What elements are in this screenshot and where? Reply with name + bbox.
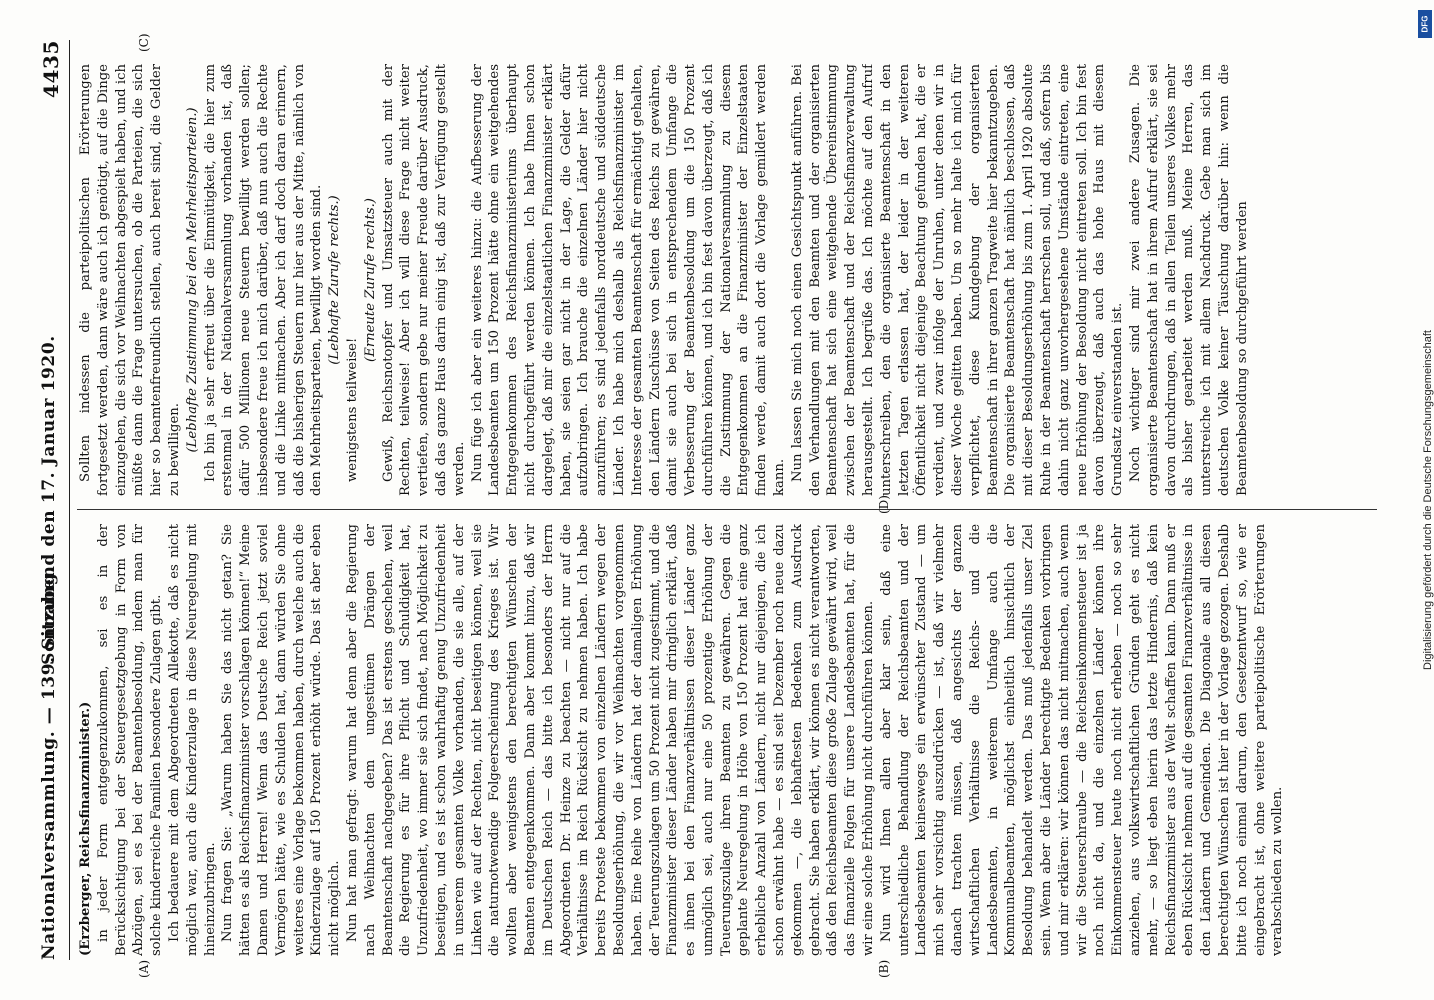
- dfg-logo-text: DFG: [1420, 15, 1430, 33]
- paragraph: Nun fragen Sie: „Warum haben Sie das nicht getan? Sie hätten es als Reichsfinanzminister vorschlagen können!“ Meine Damen und Herren! Wenn das Deutsche Reich jetzt soviel Vermögen hätte, wie es Schulden hat, dann würden Sie ohne weiteres eine Vorlage bekommen haben, durch welche auch die Kinderzulage auf 150 Prozent erhöht würde. Das ist aber eben nicht möglich.: [220, 524, 343, 956]
- paragraph: Ich bedauere mit dem Abgeordneten Allekotte, daß es nicht möglich war, auch die Kinderzulage in diese Neuregelung mit hineinzubringen.: [166, 524, 218, 956]
- paragraph: Nun wird Ihnen allen aber klar sein, daß eine unterschiedliche Behandlung der Reichsbeamten und der Landesbeamten keineswegs ein erwünschter Zustand — um mich sehr vorsichtig auszudrücken — ist, daß wir vielmehr danach trachten müssen, daß angesichts der ganzen wirtschaftlichen Verhältnisse die Reichs- und die Landesbeamten, in weiterem Umfange auch die Kommunalbeamten, möglichst einheitlich hinsichtlich der Besoldung behandelt werden. Das muß jedenfalls unser Ziel sein. Wenn aber die Länder berechtigte Bedenken vorbringen und mir erklären: wir können das nicht mitmachen, auch wenn wir die Steuerschraube — die Reichseinkommensteuer ist ja noch nicht da, und die einzelnen Länder können ihre Einkommensteuer heute noch nicht erheben — noch so sehr anziehen, aus volkswirtschaftlichen Gründen geht es nicht mehr, — so liegt eben hierin das letzte Hindernis, daß kein Reichsfinanzminister aus der Welt schaffen kann. Dann muß er eben Rücksicht nehmen auf die gesamten Finanzverhältnisse in den Ländern und Gemeinden. Die Diagonale aus all diesen berechtigten Wünschen ist hier in der Vorlage gezogen. Deshalb bitte ich noch einmal darum, den Gesetzentwurf so, wie er eingebracht ist, ohne weitere parteipolitische Erörterungen verabschieden zu wollen.: [878, 524, 1286, 956]
- paragraph: Ich bin ja sehr erfreut über die Einmütigkeit, die hier zum erstenmal in der Nationalversammlung vorhanden ist, daß dafür 500 Millionen neue Steuern bewilligt werden sollen; insbesondere freue ich mich darüber, daß nun auch die Rechte und die Linke mitmachen. Aber ich darf doch daran erinnern, daß die bisherigen Steuern nur hier aus der Mitte, nämlich von den Mehrheitsparteien, bewilligt worden sind.: [202, 64, 325, 496]
- header-session: Nationalversammlung. — 139. Sitzung.: [39, 566, 59, 960]
- paragraph: Nun füge ich aber ein weiteres hinzu: die Aufbesserung der Landesbeamten um 150 Prozent hätte ohne ein weitgehendes Entgegenkommen des Reichsfinanzministeriums überhaupt nicht durchgeführt werden können. Ich habe Ihnen schon dargelegt, daß mir die einzelstaatlichen Finanzminister erklärt haben, sie seien gar nicht in der Lage, die Gelder dafür aufzubringen. Ich brauche die einzelnen Länder hier nicht anzuführen; es sind jedenfalls norddeutsche und süddeutsche Länder. Ich habe mich deshalb als Reichsfinanzminister im Interesse der gesamten Beamtenschaft für ermächtigt gehalten, den Ländern Zuschüsse von Seiten des Reichs zu gewähren, damit sie auch bei sich in entsprechendem Umfange die Verbesserung der Beamtenbesoldung um die 150 Prozent durchführen können, und ich bin fest davon überzeugt, daß ich die Zustimmung der Nationalversammlung zu diesem Entgegenkommen an die Finanzminister der Einzelstaaten finden werde, damit auch dort die Vorlage gemildert werden kann.: [469, 64, 788, 496]
- page-header: [35, 40, 70, 960]
- digitization-credit: [1416, 0, 1434, 1000]
- margin-marker-c: (C): [137, 33, 151, 52]
- paragraph: Nun lassen Sie mich noch einen Gesichtspunkt anführen. Bei den Verhandlungen mit den Beamten und der organisierten Beamtenschaft hat sich eine weitgehende Übereinstimmung zwischen der Beamtenschaft und der Reichsfinanzverwaltung herausgestellt. Ich begrüße das. Ich möchte auf den Aufruf unterschreiben, den die organisierte Beamtenschaft in den letzten Tagen erlassen hat, der leider in der weiteren Öffentlichkeit nicht diejenige Beachtung gefunden hat, die er verdient, und zwar infolge der Unruhen, unter denen wir in dieser Woche gelitten haben. Um so mehr halte ich mich für verpflichtet, diese Kundgebung der organisierten Beamtenschaft in ihrer ganzen Tragweite hier bekanntzugeben. Die organisierte Beamtenschaft hat nämlich beschlossen, daß mit dieser Besoldungserhöhung bis zum 1. April 1920 absolute Ruhe in der Beamtenschaft herrschen soll, und daß, sofern bis dahin nicht ganz unvorhergesehene Umstände eintreten, eine neue Erhöhung der Besoldung nicht eintreten soll. Ich bin fest davon überzeugt, daß auch das hohe Haus mit diesem Grundsatz einverstanden ist.: [789, 64, 1126, 496]
- paragraph: Gewiß, Reichsnotopfer und Umsatzsteuer auch mit der Rechten, teilweise! Aber ich will diese Frage nicht weiter vertiefen, sondern gebe nur meiner Freude darüber Ausdruck, daß das ganze Haus darin einig ist, daß zur Verfügung gestellt werden.: [380, 64, 467, 496]
- paragraph: (Lebhafte Zustimmung bei den Mehrheitsparteien.): [184, 107, 200, 453]
- margin-marker-a: (A): [137, 959, 151, 978]
- paragraph: Sollten indessen die parteipolitischen Erörterungen fortgesetzt werden, dann wäre auch ich genötigt, auf die Dinge einzugehen, die sich vor Weihnachten abgespielt haben, und ich müßte dann die Frage untersuchen, ob die Parteien, die sich hier so beamtenfreundlich stellen, auch bereit sind, die Gelder zu bewilligen.: [78, 64, 182, 496]
- paragraph: in jeder Form entgegenzukommen, sei es in der Berücksichtigung bei der Steuergesetzgebung in Form von Abzügen, sei es bei der Beamtenbesoldung, indem man für solche kinderreiche Familien besondere Zulagen gibt.: [95, 524, 165, 956]
- dfg-logo: [1418, 10, 1432, 38]
- right-column: [77, 64, 1377, 496]
- rotated-newspaper-page: [17, 20, 1417, 980]
- margin-marker-b: (B): [877, 959, 891, 978]
- header-date: Sonnabend den 17. Januar 1920.: [39, 335, 59, 665]
- paragraph: wenigstens teilweise!: [344, 337, 360, 482]
- speaker-label: (Erzberger, Reichsfinanzminister.): [78, 701, 93, 956]
- column-divider: [77, 509, 1377, 510]
- paragraph: (Lebhafte Zurufe rechts.): [327, 195, 343, 365]
- paragraph: Noch wichtiger sind mir zwei andere Zusagen. Die organisierte Beamtenschaft hat in ihrem Aufruf erklärt, sie sei davon durchdrungen, daß in allen Teilen unseres Volkes mehr als bisher gearbeitet werden muß. Meine Herren, das unterstreiche ich mit allem Nachdruck. Gebe man sich im deutschen Volke keiner Täuschung darüber hin: wenn die Beamtenbesoldung so durchgeführt werden: [1128, 64, 1250, 496]
- margin-marker-d: (D): [877, 495, 891, 514]
- paragraph: (Erneute Zurufe rechts.): [362, 198, 378, 362]
- page-number: 4435: [39, 40, 63, 99]
- credit-text: Digitalisierung gefördert durch die Deutsche Forschungsgemeinschaft: [1422, 330, 1434, 670]
- paragraph: Nun hat man gefragt: warum hat denn aber die Regierung nach Weihnachten dem ungestümen Drängen der Beamtenschaft nachgegeben? Das ist erstens geschehen, weil die Regierung es für ihre Pflicht und Schuldigkeit hat, Unzufriedenheit, wo immer sie sich findet, nach Möglichkeit zu beseitigen, und es ist schon wahrhaftig genug Unzufriedenheit in unserem gesamten Volke vorhanden, die sie alle, auf der Linken wie auf der Rechten, nicht beseitigen können, weil sie die naturnotwendige Folgeerscheinung des Krieges ist. Wir wollten aber wenigstens den berechtigten Wünschen der Beamten entgegenkommen. Dann aber kommt hinzu, daß wir im Deutschen Reich — das bitte ich besonders der Herrn Abgeordneten Dr. Heinze zu beachten — nicht nur auf die Verhältnisse im Reich Rücksicht zu nehmen haben. Ich habe bereits Proteste bekommen von einzelnen Ländern wegen der Besoldungserhöhung, die wir vor Weihnachten vorgenommen haben. Eine Reihe von Ländern hat der damaligen Erhöhung der Teuerungszulagen um 50 Prozent nicht zugestimmt, und die Finanzminister dieser Länder haben mir dringlich erklärt, daß es ihnen bei den Finanzverhältnissen dieser Länder ganz unmöglich sei, auch nur eine 50 prozentige Erhöhung der Teuerungszulage ihren Beamten zu gewähren. Gegen die geplante Neuregelung in Höhe von 150 Prozent hat eine ganz erhebliche Anzahl von Ländern, nicht nur diejenigen, die ich schon erwähnt habe — es sind seit Dezember noch neue dazu gekommen —, die lebhaftesten Bedenken zum Ausdruck gebracht. Sie haben erklärt, wir können es nicht verantworten, daß den Reichsbeamten diese große Zulage gewährt wird, weil das finanzielle Folgen für unsere Landesbeamten hat, für die wir eine solche Erhöhung nicht durchführen können.: [344, 524, 877, 956]
- left-column: [77, 524, 1377, 956]
